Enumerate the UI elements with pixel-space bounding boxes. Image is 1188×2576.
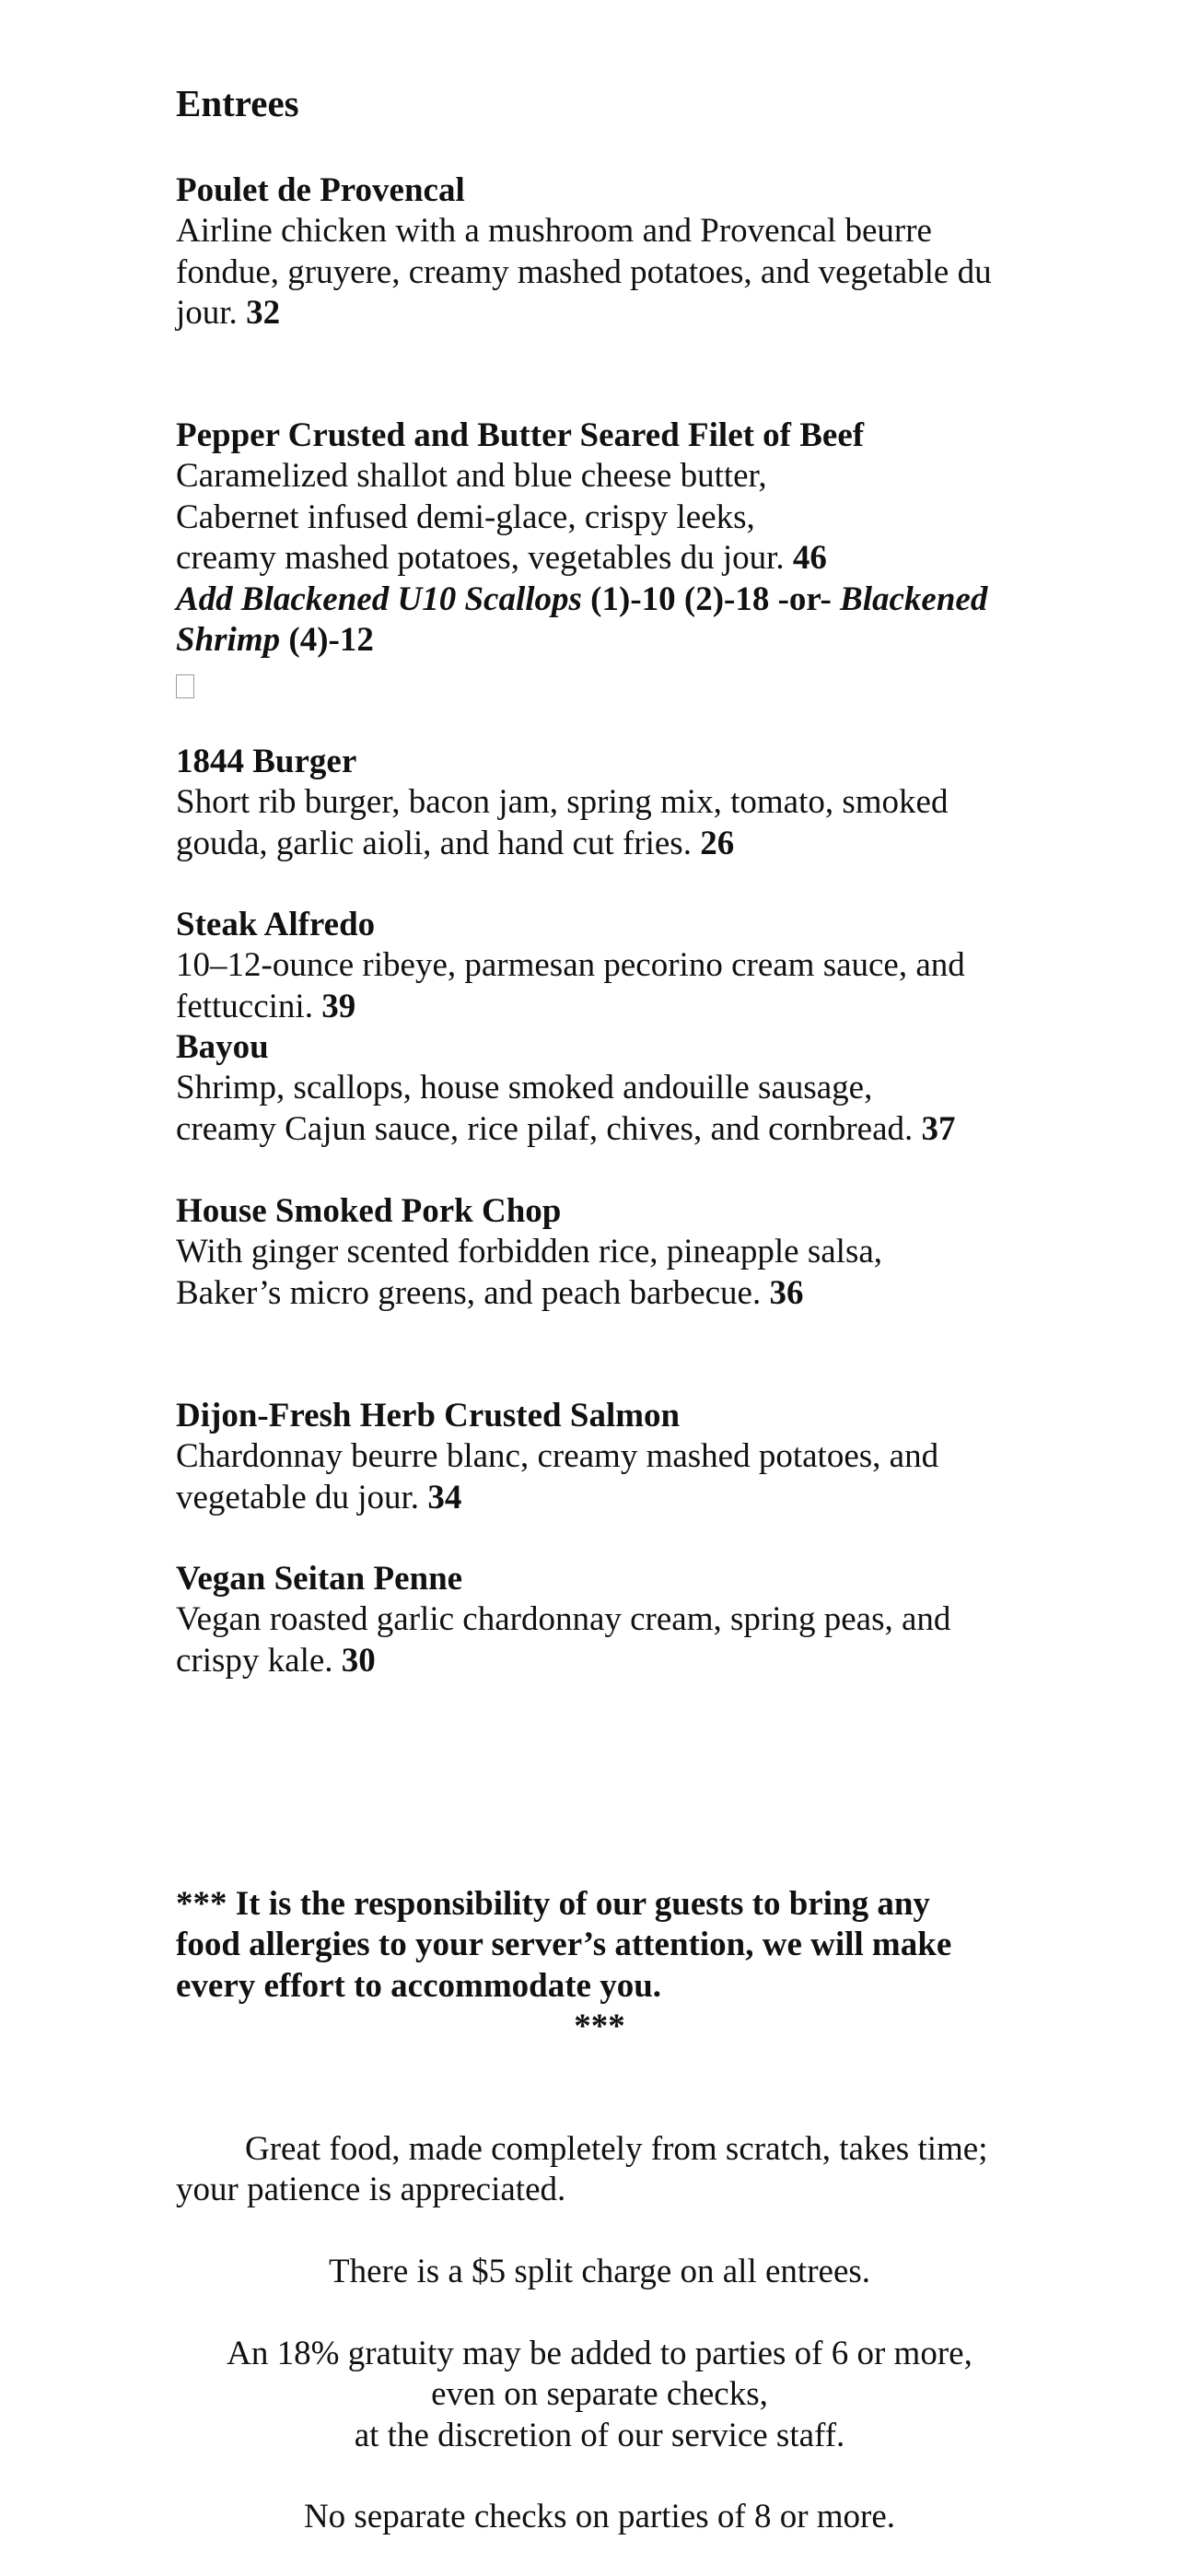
item-description-end: Baker’s micro greens, and peach barbecue. [176, 1273, 770, 1312]
item-description-line-last [176, 538, 1023, 579]
item-price: 37 [921, 1109, 956, 1148]
item-name: Pepper Crusted and Butter Seared Filet of Beef [176, 416, 865, 454]
item-description-line: Cabernet infused demi-glace, crispy leeks, [176, 498, 755, 536]
menu-item-pork-chop [176, 1191, 1023, 1314]
menu-item-seitan-penne [176, 1559, 1023, 1681]
menu-item-poulet [176, 170, 1023, 334]
item-price: 34 [427, 1478, 462, 1516]
allergy-end-marks: *** [574, 2008, 625, 2046]
item-description-end: creamy mashed potatoes, vegetables du jour. [176, 539, 793, 578]
item-description-end: fettuccini. [176, 987, 322, 1025]
item-name: House Smoked Pork Chop [176, 1192, 562, 1230]
separate-checks-note: No separate checks on parties of 8 or more. [303, 2498, 896, 2535]
menu-item-salmon [176, 1396, 1023, 1518]
item-description-line: Caramelized shallot and blue cheese butter, [176, 457, 767, 496]
addon-shrimp: Shrimp [176, 621, 281, 660]
allergy-line: food allergies to your server’s attention, we will make [176, 1926, 952, 1964]
item-description-line: Shrimp, scallops, house smoked andouille sausage, [176, 1069, 873, 1107]
item-description-line: Chardonnay beurre blanc, creamy mashed potatoes, and [176, 1437, 939, 1476]
item-description-end: jour. [176, 294, 247, 333]
item-name: 1844 Burger [176, 743, 357, 780]
item-description-end: vegetable du jour. [176, 1478, 428, 1516]
item-price: 39 [321, 987, 356, 1025]
item-name: Bayou [176, 1028, 269, 1066]
item-description-line: Short rib burger, bacon jam, spring mix, tomato, smoked [176, 783, 949, 822]
item-description-line-last [176, 824, 1023, 864]
item-description-line: fondue, gruyere, creamy mashed potatoes, and vegetable du [176, 252, 992, 291]
patience-note [176, 2129, 1023, 2211]
split-charge-note: There is a $5 split charge on all entrees. [328, 2253, 871, 2290]
addon-scallops: Add Blackened U10 Scallops [176, 580, 582, 618]
item-price: 36 [769, 1273, 804, 1312]
item-description-line-last [176, 293, 1023, 334]
missing-glyph-line [176, 661, 1023, 701]
allergy-line: *** It is the responsibility of our guests to bring any [176, 1885, 930, 1923]
item-price: 30 [341, 1641, 376, 1680]
menu-item-burger [176, 742, 1023, 864]
missing-glyph-icon [176, 674, 194, 698]
addon-blackened: Blackened [840, 580, 988, 618]
item-name: Vegan Seitan Penne [176, 1560, 463, 1598]
item-description-line-last [176, 987, 1023, 1027]
item-description-line-last [176, 1641, 1023, 1681]
item-addon-cont [176, 620, 1023, 661]
item-description-line: With ginger scented forbidden rice, pineapple salsa, [176, 1233, 883, 1271]
menu-item-bayou [176, 1027, 1023, 1150]
item-description-end: gouda, garlic aioli, and hand cut fries. [176, 824, 701, 862]
menu-item-steak-alfredo [176, 905, 1023, 1027]
item-description-line-last [176, 1109, 1023, 1150]
gratuity-line: even on separate checks, [431, 2375, 768, 2414]
patience-line: Great food, made completely from scratch, takes time; [245, 2130, 988, 2168]
patience-line: your patience is appreciated. [176, 2171, 566, 2209]
gratuity-note [176, 2334, 1023, 2456]
item-description-line: 10–12-ounce ribeye, parmesan pecorino cream sauce, and [176, 946, 965, 985]
item-description-line-last [176, 1478, 1023, 1518]
item-name: Poulet de Provencal [176, 171, 465, 209]
item-addon [176, 580, 1023, 620]
item-price: 32 [246, 294, 281, 333]
addon-scallops-price: (1)-10 (2)-18 -or- [581, 580, 841, 618]
item-description-line-last [176, 1273, 1023, 1314]
allergy-line: every effort to accommodate you. [176, 1966, 662, 2005]
item-description-end: crispy kale. [176, 1641, 342, 1680]
item-price: 46 [792, 539, 827, 578]
addon-shrimp-price: (4)-12 [280, 621, 374, 660]
item-name: Steak Alfredo [176, 906, 376, 943]
item-price: 26 [700, 824, 735, 862]
item-name: Dijon-Fresh Herb Crusted Salmon [176, 1397, 681, 1434]
item-description-line: Airline chicken with a mushroom and Provencal beurre [176, 212, 932, 251]
gratuity-line: at the discretion of our service staff. [354, 2416, 845, 2454]
item-description-line: Vegan roasted garlic chardonnay cream, spring peas, and [176, 1600, 951, 1639]
menu-item-filet [176, 416, 1023, 702]
gratuity-line: An 18% gratuity may be added to parties of 6 or more, [227, 2335, 973, 2372]
section-heading: Entrees [176, 82, 299, 124]
item-description-end: creamy Cajun sauce, rice pilaf, chives, and cornbread. [176, 1109, 922, 1148]
allergy-notice [176, 1884, 1023, 2048]
